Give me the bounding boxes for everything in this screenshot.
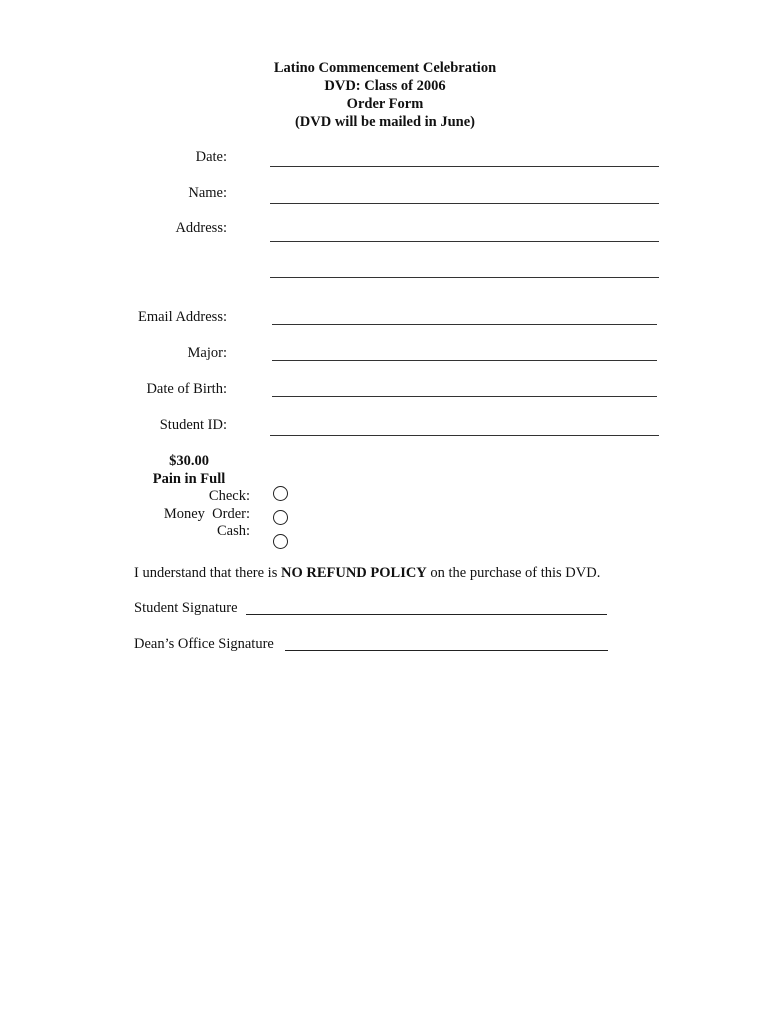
address-input-line1[interactable] [270,222,658,240]
cash-radio[interactable] [273,534,288,549]
money-order-radio[interactable] [273,510,288,525]
title-line-event: Latino Commencement Celebration [273,60,497,76]
dean-signature-label: Dean’s Office Signature [134,636,274,652]
major-line [272,360,657,361]
cash-label: Cash: [216,523,250,539]
dob-label: Date of Birth: [146,381,227,397]
name-label: Name: [188,185,227,201]
student-id-label: Student ID: [159,417,227,433]
address-line-2 [270,277,659,278]
policy-text-before: I understand that there is [134,565,281,581]
date-line [270,166,659,167]
email-input[interactable] [272,306,656,324]
title-line-order-form: Order Form [346,96,424,112]
dob-input[interactable] [272,378,656,396]
student-id-line [270,435,659,436]
name-input[interactable] [270,185,658,203]
check-label: Check: [208,488,250,504]
title-line-dvd: DVD: Class of 2006 [324,78,446,94]
email-label: Email Address: [137,309,227,325]
email-line [272,324,657,325]
date-label: Date: [195,149,227,165]
no-refund-policy-emphasis: NO REFUND POLICY [280,565,427,581]
price-label: $30.00 [169,453,209,469]
money-order-label: Money Order: [163,506,250,522]
title-line-mail-note: (DVD will be mailed in June) [294,114,476,130]
payment-terms-label: Pain in Full [152,471,226,487]
dob-line [272,396,657,397]
student-signature-label: Student Signature [134,600,238,616]
check-radio[interactable] [273,486,288,501]
address-line-1 [270,241,659,242]
address-input-line2[interactable] [270,259,658,277]
date-input[interactable] [270,148,658,166]
address-label: Address: [175,220,227,236]
major-label: Major: [187,345,227,361]
form-title [0,59,770,131]
refund-policy-statement [134,564,600,582]
student-id-input[interactable] [270,417,658,435]
dean-signature-line[interactable] [285,650,608,651]
policy-text-after: on the purchase of this DVD. [426,565,601,581]
major-input[interactable] [272,342,656,360]
student-signature-line[interactable] [246,614,607,615]
name-line [270,203,659,204]
